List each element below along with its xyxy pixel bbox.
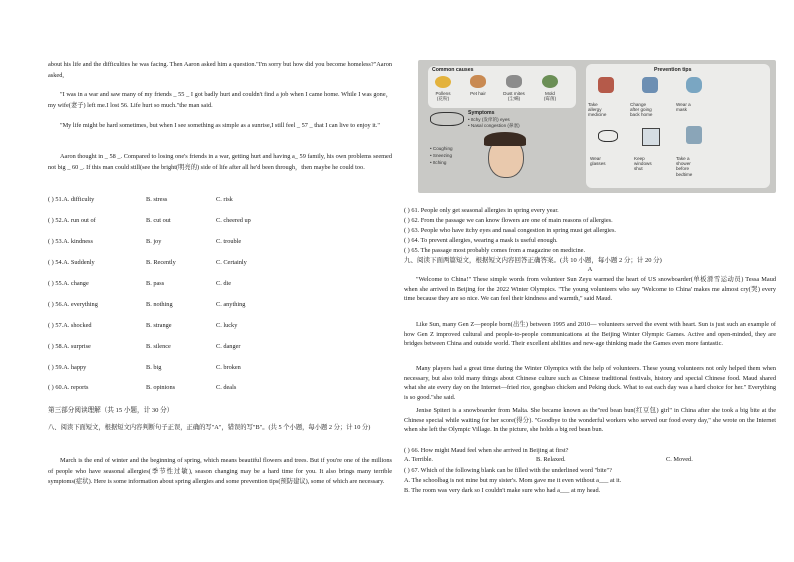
- cloze-question-59: [48, 364, 392, 376]
- section-nine-instructions: 九、阅读下面两篇短文，根据短文内容回答正确答案。(共 10 小题，每小题 2 分；计 20 分): [404, 257, 662, 264]
- option-c[interactable]: C. Moved.: [666, 456, 693, 463]
- passage-a-paragraph-3: Many players had a great time during the Winter Olympics with the help of volunteers. These young volunteers not only helped them when necessary, but also told many things about Chinese culture such as Chinese traditional festivals, history and special Chinese food. Maud shared what she ate every day on the Internet—fried rice, gongbao chicken and Peking duck. What to eat each day was a hard choice for her." Everything is so good."she said.: [404, 365, 776, 401]
- option-b[interactable]: B. Relaxed.: [536, 456, 566, 463]
- option-a[interactable]: ( ) 55.A. change: [48, 280, 89, 287]
- symptom-item: • Coughing: [430, 146, 453, 151]
- option-c[interactable]: C. trouble: [216, 238, 242, 245]
- option-c[interactable]: C. risk: [216, 196, 233, 203]
- pollen-icon: [435, 76, 451, 88]
- symptom-item: • Sneezing: [430, 153, 453, 158]
- common-causes-title: Common causes: [432, 67, 474, 73]
- tip-label: Wear a mask: [676, 102, 691, 113]
- window-icon: [642, 128, 660, 146]
- tf-question-64[interactable]: ( ) 64. To prevent allergies, wearing a mask is useful enough.: [404, 237, 558, 244]
- glasses-icon: [598, 130, 618, 142]
- passage-a-paragraph-1: "Welcome to China!" These simple words from volunteer Sun Zeyu warmed the heart of US snowboarder(单板滑雪运动员) Tessa Maud when she arrived in Beijing for the 2022 Winter Olympics. "The young volunteers who say 'Welcome to China' makes me almost cry(哭) every time because they are so nice. We can feel their kindness and warmth," said Maud.: [404, 276, 776, 303]
- option-b[interactable]: B. strange: [146, 322, 172, 329]
- option-a[interactable]: ( ) 52.A. run out of: [48, 217, 96, 224]
- prevention-tips-title: Prevention tips: [654, 67, 692, 73]
- dust-mite-icon: [506, 75, 522, 88]
- symptom-item: • Itching: [430, 160, 447, 165]
- option-a[interactable]: ( ) 53.A. kindness: [48, 238, 93, 245]
- passage-a-label: A: [587, 266, 593, 273]
- section-eight-instructions: 八、阅读下面短文，根据短文内容判断句子正误，正确的写"A"，错误的写"B"。(共 5 个小题，每小题 2 分；计 10 分): [48, 424, 371, 431]
- clothes-icon: [642, 77, 658, 93]
- symptom-item: • Nasal congestion (鼻塞): [468, 123, 520, 128]
- option-a[interactable]: ( ) 51.A. difficulty: [48, 196, 95, 203]
- pet-hair-icon: [470, 75, 486, 88]
- story-paragraph-3: "My life might be hard sometimes, but when I see something as simple as a sunrise,I still feel _ 57 _ that I can live to enjoy it.": [60, 122, 380, 129]
- story-paragraph-4: Aaron thought in _ 58 _. Compared to losing one's friends in a war, getting hurt and having a_ 59 family, his own problems seemed not big _ 60 _. If this man could still(see the bright(明亮的) side of life after all he'd been through，then maybe he could too.: [48, 153, 392, 171]
- option-c[interactable]: C. anything: [216, 301, 246, 308]
- cloze-question-55: [48, 280, 392, 292]
- q67-option-b[interactable]: B. The room was very dark so I couldn't make sure who had a___ at my head.: [404, 487, 601, 494]
- shower-icon: [686, 126, 702, 144]
- cloze-question-56: [48, 301, 392, 313]
- allergy-poster-image: [418, 60, 776, 193]
- option-a[interactable]: ( ) 54.A. Suddenly: [48, 259, 95, 266]
- tip-label: Take allergy medicine: [588, 102, 607, 118]
- tf-question-62[interactable]: ( ) 62. From the passage we can know flowers are one of main reasons of allergies.: [404, 217, 613, 224]
- option-b[interactable]: B. stress: [146, 196, 168, 203]
- cloze-question-58: [48, 343, 392, 355]
- tf-question-63[interactable]: ( ) 63. People who have itchy eyes and nasal congestion in spring must get allergies.: [404, 227, 617, 234]
- mc-question-66: ( ) 66. How might Maud feel when she arrived in Beijing at first?: [404, 447, 569, 454]
- option-c[interactable]: C. deals: [216, 384, 237, 391]
- mask-icon: [686, 77, 702, 93]
- passage-a-paragraph-2: Like Sun, many Gen Z—people born(出生) between 1995 and 2010— volunteers served the event with heart. Sun is just such an example of how Gen Z improved cultural and people-to-people communications at the Beijing Winter Olympic Games. Active and open-minded, they are bridges between China and outside world. Their excellent abilities and new-age thinking made the Games even more fantastic.: [404, 321, 776, 348]
- option-c[interactable]: C. broken: [216, 364, 241, 371]
- option-c[interactable]: C. cheered up: [216, 217, 251, 224]
- tf-question-65[interactable]: ( ) 65. The passage most probably comes from a magazine on medicine.: [404, 247, 586, 254]
- cloze-question-54: [48, 259, 392, 271]
- option-b[interactable]: B. cut out: [146, 217, 171, 224]
- allergy-paragraph: March is the end of winter and the beginning of spring, which means beautiful flowers and trees. But if you're one of the millions of people who have seasonal allergies(季节性过敏), season changing may be a hard time for you. It also brings many terrible symptoms(症状). Here is some information about spring allergies and some prevention tips(预防建议), some of which are necessary.: [48, 457, 392, 486]
- option-b[interactable]: B. silence: [146, 343, 171, 350]
- option-b[interactable]: B. big: [146, 364, 162, 371]
- glasses-icon: [430, 112, 464, 126]
- hair-icon: [484, 132, 526, 146]
- option-b[interactable]: B. joy: [146, 238, 162, 245]
- part-three-heading: 第三部分阅读理解（共 15 小题，计 30 分）: [48, 407, 174, 414]
- medicine-icon: [598, 77, 614, 93]
- mold-icon: [542, 75, 558, 88]
- passage-a-paragraph-4: Jenise Spiteri is a snowboarder from Malta. She became known as the"red bean bun(红豆包) girl" in China after she took a big bite at the Chinese special while waiting for her score(得分). "Goodbye to the wonderful workers who served our food every day," she wrote on the Internet when she left the Olympic Village. In the picture, she holds a big red bean bun.: [404, 407, 776, 434]
- option-a[interactable]: ( ) 59.A. happy: [48, 364, 87, 371]
- q66-options: [404, 456, 776, 466]
- cloze-question-51: [48, 196, 392, 208]
- cloze-question-60: [48, 384, 392, 396]
- tip-label: Change after going back home: [630, 102, 653, 118]
- option-b[interactable]: B. nothing: [146, 301, 173, 308]
- option-a[interactable]: ( ) 58.A. surprise: [48, 343, 91, 350]
- symptom-item: • Itchy (发痒的) eyes: [468, 117, 510, 122]
- tip-label: Keep windows shut: [634, 156, 652, 172]
- option-c[interactable]: C. Certainly: [216, 259, 247, 266]
- option-b[interactable]: B. pass: [146, 280, 165, 287]
- option-a[interactable]: ( ) 57.A. shocked: [48, 322, 92, 329]
- option-c[interactable]: C. danger: [216, 343, 241, 350]
- cause-label: Mold (霉菌): [543, 91, 557, 102]
- option-a[interactable]: ( ) 60.A. reports: [48, 384, 89, 391]
- option-a[interactable]: ( ) 56.A. everything: [48, 301, 98, 308]
- story-paragraph-2: "I was in a war and saw many of my friends _ 55 _ I got badly hurt and couldn't find a job when I came home. While I was gone，my wife(妻子) left me.I lost 56. Life hurt so much."the man said.: [48, 91, 392, 109]
- tip-label: Wear glasses: [590, 156, 606, 167]
- tf-question-61[interactable]: ( ) 61. People only get seasonal allergies in spring every year.: [404, 207, 559, 214]
- mc-question-67: ( ) 67. Which of the following blank can be filled with the underlined word "bite"?: [404, 467, 612, 474]
- option-c[interactable]: C. die: [216, 280, 232, 287]
- cause-label: Pollens (花粉): [435, 91, 451, 102]
- option-b[interactable]: B. opinions: [146, 384, 176, 391]
- cause-label: Pet hair: [470, 91, 486, 96]
- cloze-question-57: [48, 322, 392, 334]
- option-c[interactable]: C. lucky: [216, 322, 238, 329]
- cloze-question-52: [48, 217, 392, 229]
- option-b[interactable]: B. Recently: [146, 259, 176, 266]
- symptoms-title: Symptoms: [468, 110, 495, 116]
- q67-option-a[interactable]: A. The schoolbag is not mine but my sister's. Mom gave me it even without a___ at it.: [404, 477, 622, 484]
- cloze-question-53: [48, 238, 392, 250]
- tip-label: Take a shower before bedtime: [676, 156, 693, 177]
- story-paragraph-1: about his life and the difficulties he was facing. Then Aaron asked him a question."I'm sorry but how did you become homeless?"Aaron asked,: [48, 61, 392, 79]
- cause-label: Dust mites (尘螨): [503, 91, 525, 102]
- option-a[interactable]: A. Terrible.: [404, 456, 433, 463]
